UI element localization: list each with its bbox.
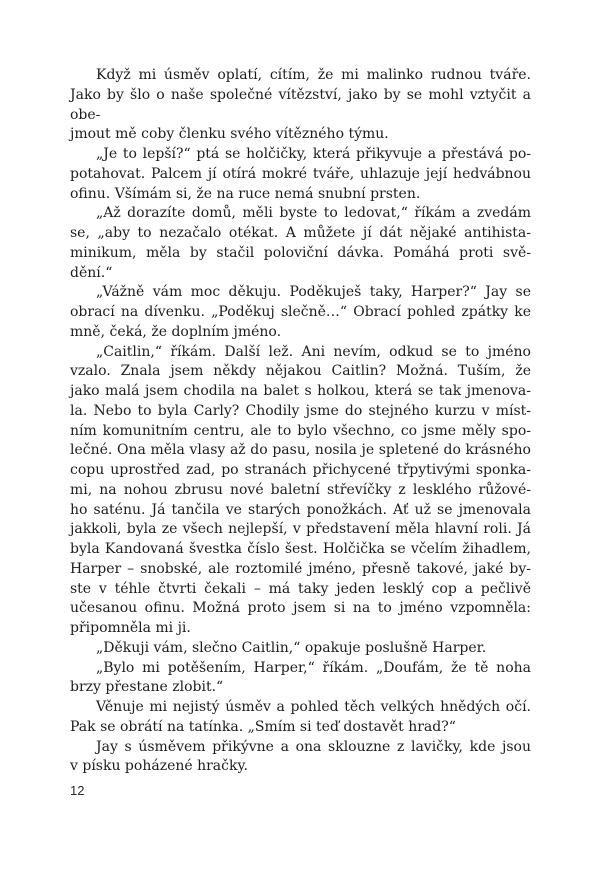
text-line: la. Nebo to byla Carly? Chodily jsme do stejného kurzu v míst- xyxy=(70,402,531,419)
page-number: 12 xyxy=(70,783,85,798)
text-line: dění.“ xyxy=(70,264,113,281)
text-line: připomněla mi ji. xyxy=(70,620,191,636)
text-line: „Je to lepší?“ ptá se holčičky, která přikyvuje a přestává po- xyxy=(96,146,531,162)
text-line: jmout mě coby členku svého vítězného týmu. xyxy=(70,126,389,143)
text-line: potahovat. Palcem jí otírá mokré tváře, uhlazuje její hedvábnou xyxy=(70,165,531,182)
text-line: mně, čeká, že doplním jméno. xyxy=(70,323,282,340)
text-line: v písku poházené hračky. xyxy=(70,758,248,775)
text-line: jako malá jsem chodila na balet s holkou, která se tak jmenova- xyxy=(70,383,531,399)
text-line: se, „aby to nezačalo otékat. A můžete jí dát nějaké antihista- xyxy=(70,225,531,241)
text-line: Věnuje mi nejistý úsměv a pohled těch velkých hnědých očí. xyxy=(96,699,531,715)
text-line: jakkoli, byla ze všech nejlepší, v představení měla hlavní roli. Já xyxy=(70,521,531,538)
text-line: Když mi úsměv oplatí, cítím, že mi malinko rudnou tváře. xyxy=(96,67,531,83)
text-line: ste v téhle čtvrti čekali – má taky jeden lesklý cop a pečlivě xyxy=(70,580,531,597)
text-line: ofinu. Všímám si, že na ruce nemá snubní prsten. xyxy=(70,185,421,202)
text-line: mi, na nohou zbrusu nové baletní střevíčky z lesklého růžové- xyxy=(70,481,531,498)
text-line: „Caitlin,“ říkám. Další lež. Ani nevím, odkud se to jméno xyxy=(96,343,531,360)
text-line: brzy přestane zlobit.“ xyxy=(70,679,224,696)
text-line: minikum, měla by stačil poloviční dávka. Pomáhá proti svě- xyxy=(70,244,531,261)
text-line: Jay s úsměvem přikývne a ona sklouzne z lavičky, kde jsou xyxy=(96,738,531,755)
text-line: lečné. Ona měla vlasy až do pasu, nosila je spletené do krásného xyxy=(70,442,531,459)
text-line: Jako by šlo o naše společné vítězství, jako by se mohl vztyčit a obe- xyxy=(70,86,531,123)
text-line: ním komunitním centru, ale to bylo všechno, co jsme měly spo- xyxy=(70,422,531,439)
page-text xyxy=(70,66,531,777)
text-line: „Až dorazíte domů, měli byste to ledovat,“ říkám a zvedám xyxy=(96,205,531,222)
text-line: Pak se obrátí na tatínka. „Smím si teď dostavět hrad?“ xyxy=(70,718,456,735)
text-line: vzalo. Znala jsem někdy nějakou Caitlin? Možná. Tuším, že xyxy=(70,363,531,380)
text-line: byla Kandovaná švestka číslo šest. Holčička se včelím žihadlem, xyxy=(70,541,531,557)
text-line: „Bylo mi potěšením, Harper,“ říkám. „Doufám, že tě noha xyxy=(96,659,531,676)
text-line: copu uprostřed zad, po stranách přichycené třpytivými sponka- xyxy=(70,462,531,478)
text-line: Harper – snobské, ale roztomilé jméno, přesně takové, jaké by- xyxy=(70,560,531,577)
text-line: „Děkuji vám, slečno Caitlin,“ opakuje poslušně Harper. xyxy=(96,639,487,656)
text-line: „Vážně vám moc děkuju. Poděkuješ taky, Harper?“ Jay se xyxy=(96,284,531,301)
text-line: obrací na dívenku. „Poděkuj slečně…“ Obrací pohled zpátky ke xyxy=(70,304,531,320)
text-line: učesanou ofinu. Možná proto jsem si na to jméno vzpomněla: xyxy=(70,600,531,617)
text-line: ho saténu. Já tančila ve starých ponožkách. Ať už se jmenovala xyxy=(70,501,531,518)
